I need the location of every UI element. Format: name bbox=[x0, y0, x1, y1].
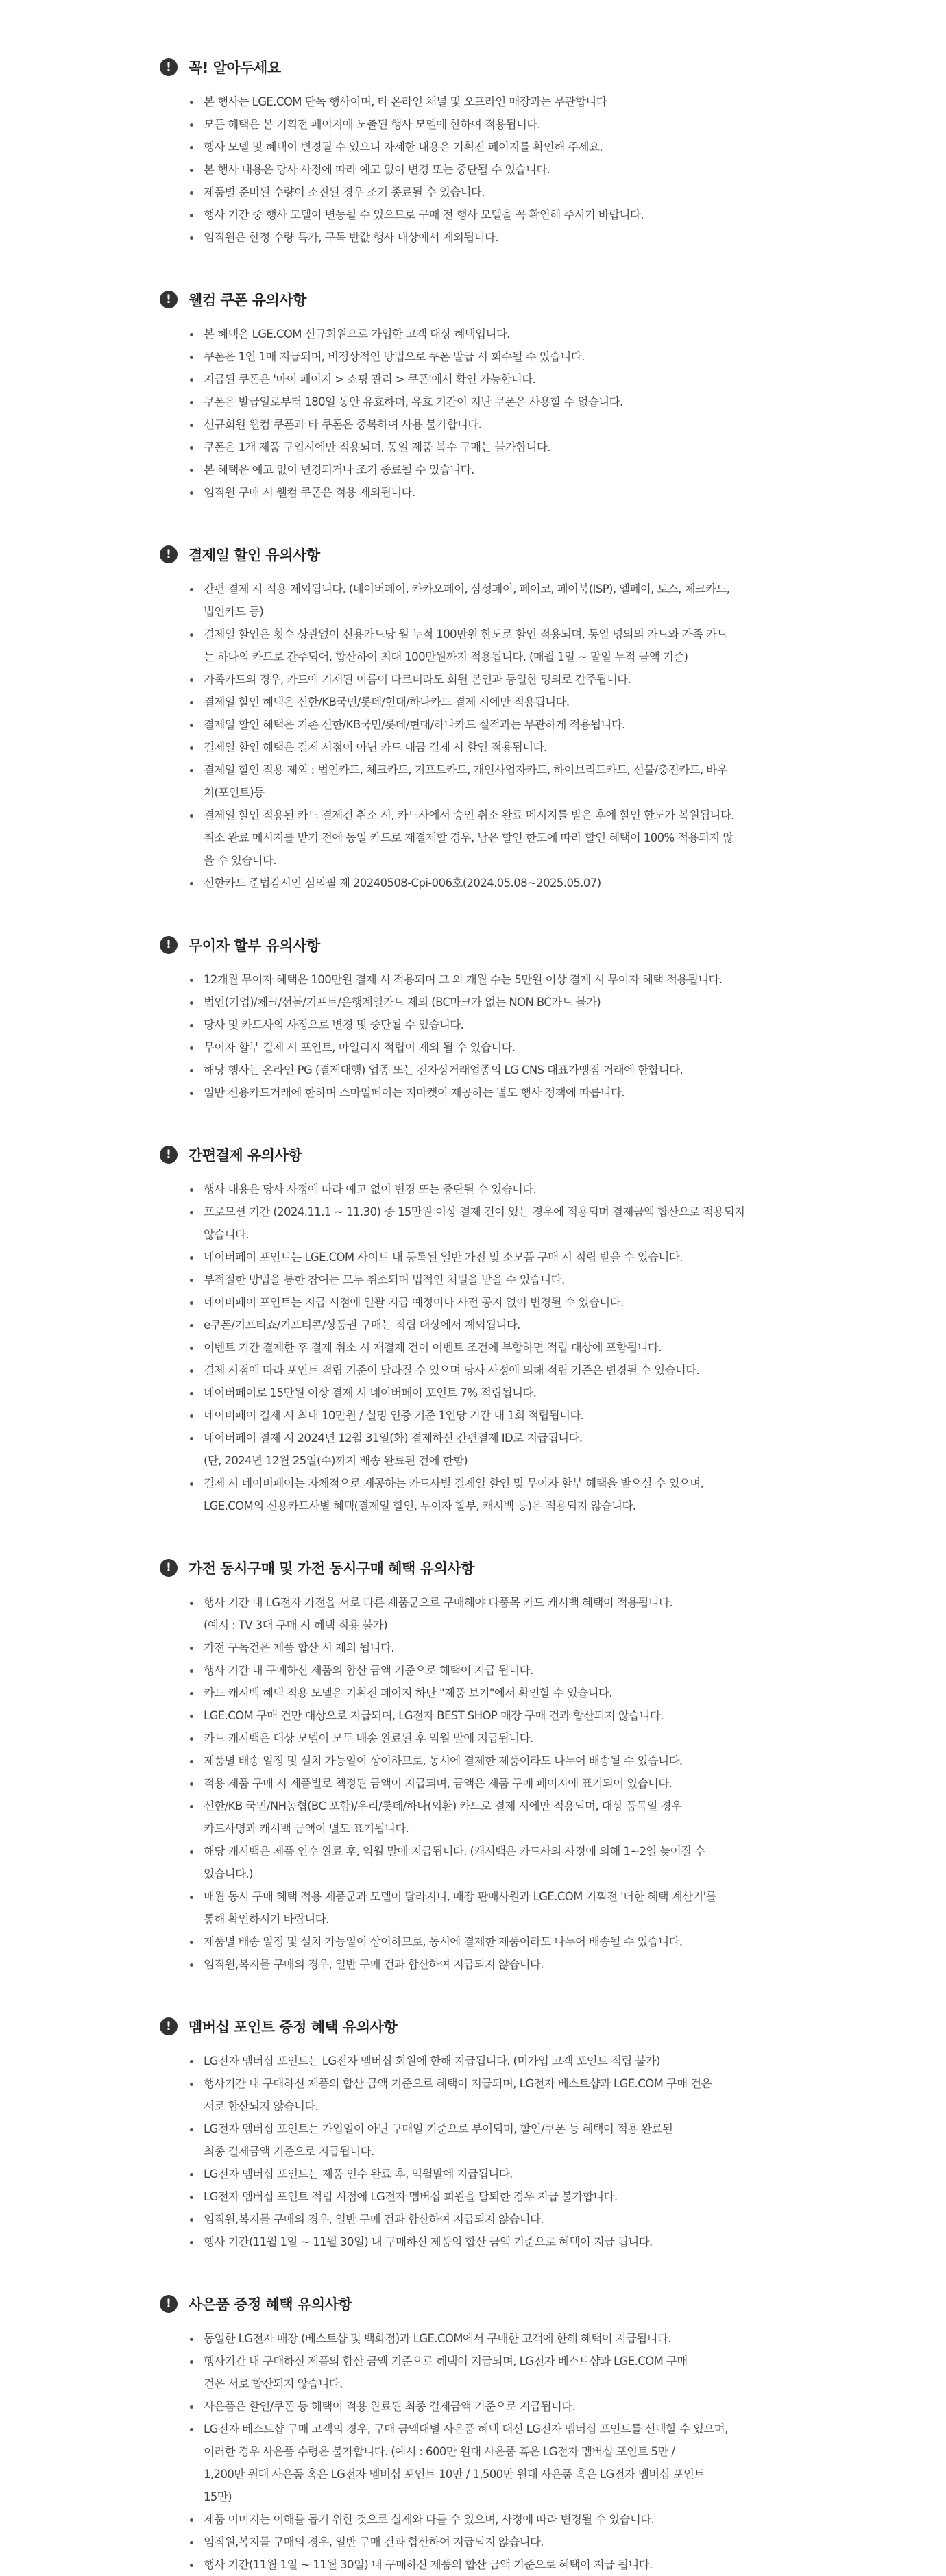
notice-section bbox=[160, 2292, 946, 2576]
list-item-text: 결제일 할인 혜택은 신한/KB국민/롯데/현대/하나카드 결제 시에만 적용됩니다. bbox=[204, 696, 570, 709]
list-item-text: 통해 확인하시기 바랍니다. bbox=[204, 1913, 329, 1926]
list-item bbox=[187, 1081, 811, 1104]
info-icon: ! bbox=[160, 1559, 178, 1577]
list-item bbox=[187, 1840, 811, 1885]
section-header bbox=[160, 55, 946, 79]
notice-list bbox=[160, 968, 811, 1104]
list-item-text: 적용 제품 구매 시 제품별로 책정된 금액이 지급되며, 금액은 제품 구매 페이지에 표기되어 있습니다. bbox=[204, 1777, 672, 1790]
list-item-text: 법인카드 등) bbox=[204, 605, 264, 618]
list-item bbox=[187, 2418, 811, 2508]
list-item-text: LG전자 멤버십 포인트는 제품 인수 완료 후, 익월말에 지급됩니다. bbox=[204, 2168, 513, 2181]
list-item bbox=[187, 623, 811, 668]
notice-list bbox=[160, 1178, 811, 1517]
list-item-text: 네이버페이 포인트는 LGE.COM 사이트 내 등록된 일반 가전 및 소모품 구매 시 적립 받을 수 있습니다. bbox=[204, 1251, 683, 1264]
notice-section bbox=[160, 1142, 946, 1517]
list-item-text: 결제 시 네이버페이는 자체적으로 제공하는 카드사별 결제일 할인 및 무이자 할부 혜택을 받으실 수 있으며, bbox=[204, 1477, 704, 1490]
list-item bbox=[187, 2072, 811, 2118]
list-item-text: 모든 혜택은 본 기획전 페이지에 노출된 행사 모델에 한하여 적용됩니다. bbox=[204, 118, 541, 131]
list-item-text: 건은 서로 합산되지 않습니다. bbox=[204, 2377, 343, 2390]
list-item-text: 부적절한 방법을 통한 참여는 모두 취소되며 법적인 처벌을 받을 수 있습니다. bbox=[204, 1273, 565, 1286]
list-item-text: 가전 구독건은 제품 합산 시 제외 됩니다. bbox=[204, 1641, 394, 1654]
list-item-text: 1,200만 원대 사은품 혹은 LG전자 멤버십 포인트 10만 / 1,500만 원대 사은품 혹은 LG전자 멤버십 포인트 bbox=[204, 2468, 705, 2481]
list-item-text: 을 수 있습니다. bbox=[204, 854, 276, 867]
list-item bbox=[187, 1472, 811, 1517]
section-title: 간편결제 유의사항 bbox=[189, 1147, 302, 1164]
list-item bbox=[187, 1291, 811, 1314]
list-item bbox=[187, 1659, 811, 1682]
list-item bbox=[187, 1930, 811, 1953]
list-item-text: 임직원,복지몰 구매의 경우, 일반 구매 건과 합산하여 지급되지 않습니다. bbox=[204, 2213, 544, 2226]
list-item-text: 처(포인트)등 bbox=[204, 786, 265, 799]
list-item-text: 본 행사는 LGE.COM 단독 행사이며, 타 온라인 채널 및 오프라인 매장과는 무관합니다 bbox=[204, 95, 607, 108]
list-item bbox=[187, 1427, 811, 1472]
list-item bbox=[187, 968, 811, 991]
list-item bbox=[187, 1268, 811, 1291]
list-item bbox=[187, 1382, 811, 1404]
list-item bbox=[187, 458, 811, 481]
list-item bbox=[187, 113, 811, 136]
section-header bbox=[160, 1556, 946, 1580]
list-item bbox=[187, 2185, 811, 2208]
list-item-text: 신한/KB 국민/NH농협(BC 포함)/우리/롯데/하나(외환) 카드로 결제 시에만 적용되며, 대상 품목일 경우 bbox=[204, 1800, 682, 1813]
list-item-text: 본 혜택은 예고 없이 변경되거나 조기 종료될 수 있습니다. bbox=[204, 463, 474, 476]
list-item bbox=[187, 1014, 811, 1036]
info-icon: ! bbox=[160, 2017, 178, 2035]
notice-list bbox=[160, 2327, 811, 2576]
notice-list bbox=[160, 323, 811, 504]
list-item-text: 카드 캐시백은 대상 모델이 모두 배송 완료된 후 익월 말에 지급됩니다. bbox=[204, 1732, 533, 1745]
list-item bbox=[187, 436, 811, 458]
section-title: 결제일 할인 유의사항 bbox=[189, 547, 320, 563]
list-item bbox=[187, 391, 811, 413]
list-item-text: 본 혜택은 LGE.COM 신규회원으로 가입한 고객 대상 혜택입니다. bbox=[204, 328, 510, 341]
list-item-text: 임직원은 한정 수량 특가, 구독 반값 행사 대상에서 제외됩니다. bbox=[204, 231, 498, 244]
list-item-text: 이벤트 기간 결제한 후 결제 취소 시 재결제 건이 이벤트 조건에 부합하면 적립 대상에 포함됩니다. bbox=[204, 1341, 662, 1354]
section-title: 멤버십 포인트 증정 혜택 유의사항 bbox=[189, 2019, 398, 2035]
list-item bbox=[187, 368, 811, 391]
list-item bbox=[187, 759, 811, 804]
list-item bbox=[187, 1636, 811, 1659]
list-item-text: 제품 이미지는 이해를 돕기 위한 것으로 실제와 다를 수 있으며, 사정에 따라 변경될 수 있습니다. bbox=[204, 2513, 655, 2526]
list-item bbox=[187, 1036, 811, 1059]
section-header bbox=[160, 2014, 946, 2039]
list-item bbox=[187, 691, 811, 713]
list-item-text: 네이버페이로 15만원 이상 결제 시 네이버페이 포인트 7% 적립됩니다. bbox=[204, 1386, 537, 1399]
list-item-text: (예시 : TV 3대 구매 시 혜택 적용 불가) bbox=[204, 1619, 387, 1632]
list-item-text: 취소 완료 메시지를 받기 전에 동일 카드로 재결제할 경우, 남은 할인 한도에 따라 할인 혜택이 100% 적용되지 않 bbox=[204, 831, 733, 844]
list-item bbox=[187, 181, 811, 204]
list-item-text: 네이버페이 결제 시 최대 10만원 / 실명 인증 기준 1인당 기간 내 1회 적립됩니다. bbox=[204, 1409, 584, 1422]
list-item bbox=[187, 804, 811, 872]
list-item-text: 매월 동시 구매 혜택 적용 제품군과 모델이 달라지니, 매장 판매사원과 LGE.COM 기획전 '더한 혜택 계산기'를 bbox=[204, 1890, 716, 1903]
notice-section bbox=[160, 542, 946, 894]
list-item bbox=[187, 1682, 811, 1704]
list-item bbox=[187, 2327, 811, 2350]
list-item-text: 임직원,복지몰 구매의 경우, 일반 구매 건과 합산하여 지급되지 않습니다. bbox=[204, 2536, 544, 2549]
list-item-text: 결제 시점에 따라 포인트 적립 기준이 달라질 수 있으며 당사 사정에 의해 적립 기준은 변경될 수 있습니다. bbox=[204, 1364, 700, 1377]
section-header bbox=[160, 1142, 946, 1167]
list-item-text: 지급된 쿠폰은 '마이 페이지 > 쇼핑 관리 > 쿠폰'에서 확인 가능합니다. bbox=[204, 373, 536, 386]
list-item bbox=[187, 1795, 811, 1840]
list-item bbox=[187, 2050, 811, 2072]
list-item-text: 결제일 할인 혜택은 기존 신한/KB국민/롯데/현대/하나카드 실적과는 무관하게 적용됩니다. bbox=[204, 718, 625, 731]
list-item-text: 무이자 할부 결제 시 포인트, 마일리지 적립이 제외 될 수 있습니다. bbox=[204, 1041, 516, 1054]
notice-section bbox=[160, 2014, 946, 2253]
list-item-text: 행사기간 내 구매하신 제품의 합산 금액 기준으로 혜택이 지급되며, LG전자 베스트샵과 LGE.COM 구매 건은 bbox=[204, 2077, 712, 2090]
list-item-text: LGE.COM 구매 건만 대상으로 지급되며, LG전자 BEST SHOP 매장 구매 건과 합산되지 않습니다. bbox=[204, 1709, 664, 1722]
info-icon: ! bbox=[160, 545, 178, 563]
list-item-text: 결제일 할인 적용된 카드 결제건 취소 시, 카드사에서 승인 취소 완료 메시지를 받은 후에 할인 한도가 복원됩니다. bbox=[204, 809, 734, 822]
info-icon: ! bbox=[160, 291, 178, 308]
list-item bbox=[187, 991, 811, 1014]
list-item-text: 행사 기간 내 구매하신 제품의 합산 금액 기준으로 혜택이 지급 됩니다. bbox=[204, 1664, 533, 1677]
list-item bbox=[187, 713, 811, 736]
list-item-text: 결제일 할인 적용 제외 : 법인카드, 체크카드, 기프트카드, 개인사업자카드, 하이브리드카드, 선불/충전카드, 바우 bbox=[204, 763, 727, 776]
list-item bbox=[187, 872, 811, 894]
list-item-text: 신한카드 준법감시인 심의필 제 20240508-Cpi-006호(2024.05.08~2025.05.07) bbox=[204, 876, 601, 890]
list-item-text: 이러한 경우 사은품 수령은 불가합니다. (예시 : 600만 원대 사은품 혹은 LG전자 멤버십 포인트 5만 / bbox=[204, 2445, 675, 2458]
notice-list bbox=[160, 2050, 811, 2253]
list-item bbox=[187, 1404, 811, 1427]
list-item bbox=[187, 668, 811, 691]
notice-section bbox=[160, 287, 946, 504]
list-item bbox=[187, 1201, 811, 1246]
list-item-text: 행사기간 내 구매하신 제품의 합산 금액 기준으로 혜택이 지급되며, LG전자 베스트샵과 LGE.COM 구매 bbox=[204, 2355, 688, 2368]
list-item-text: 최종 결제금액 기준으로 지급됩니다. bbox=[204, 2145, 374, 2158]
list-item-text: 12개월 무이자 혜택은 100만원 결제 시 적용되며 그 외 개월 수는 5만원 이상 결제 시 무이자 혜택 적용됩니다. bbox=[204, 973, 723, 986]
list-item-text: 동일한 LG전자 매장 (베스트샵 및 백화점)과 LGE.COM에서 구매한 고객에 한해 혜택이 지급됩니다. bbox=[204, 2332, 671, 2345]
list-item bbox=[187, 736, 811, 759]
list-item bbox=[187, 1359, 811, 1382]
list-item bbox=[187, 1178, 811, 1201]
list-item-text: LG전자 멤버십 포인트 적립 시점에 LG전자 멤버십 회원을 탈퇴한 경우 지급 불가합니다. bbox=[204, 2190, 618, 2203]
section-header bbox=[160, 542, 946, 567]
list-item-text: e쿠폰/기프티쇼/기프티콘/상품권 구매는 적립 대상에서 제외됩니다. bbox=[204, 1318, 520, 1332]
list-item bbox=[187, 2508, 811, 2531]
notice-section bbox=[160, 933, 946, 1104]
list-item bbox=[187, 1314, 811, 1336]
list-item bbox=[187, 158, 811, 181]
section-header bbox=[160, 2292, 946, 2316]
list-item bbox=[187, 1246, 811, 1268]
info-icon: ! bbox=[160, 2295, 178, 2313]
list-item-text: 행사 기간 내 LG전자 가전을 서로 다른 제품군으로 구매해야 다품목 카드 캐시백 혜택이 적용됩니다. bbox=[204, 1596, 673, 1609]
section-title: 사은품 증정 혜택 유의사항 bbox=[189, 2296, 352, 2313]
list-item bbox=[187, 90, 811, 113]
list-item-text: LG전자 멤버십 포인트는 가입일이 아닌 구매일 기준으로 부여되며, 할인/쿠폰 등 혜택이 적용 완료된 bbox=[204, 2122, 673, 2135]
section-header bbox=[160, 933, 946, 957]
section-title: 웰컴 쿠폰 유의사항 bbox=[189, 292, 306, 308]
list-item-text: (단, 2024년 12월 25일(수)까지 배송 완료된 건에 한함) bbox=[204, 1454, 468, 1467]
list-item-text: 행사 모델 및 혜택이 변경될 수 있으니 자세한 내용은 기획전 페이지를 확인해 주세요. bbox=[204, 140, 603, 154]
list-item-text: LGE.COM의 신용카드사별 혜택(결제일 할인, 무이자 할부, 캐시백 등)은 적용되지 않습니다. bbox=[204, 1499, 636, 1512]
section-title: 꼭! 알아두세요 bbox=[189, 60, 281, 76]
list-item-text: 행사 기간 중 행사 모델이 변동될 수 있으므로 구매 전 행사 모델을 꼭 확인해 주시기 바랍니다. bbox=[204, 208, 644, 221]
list-item bbox=[187, 2208, 811, 2231]
list-item-text: 임직원,복지몰 구매의 경우, 일반 구매 건과 합산하여 지급되지 않습니다. bbox=[204, 1958, 544, 1971]
section-header bbox=[160, 287, 946, 312]
list-item bbox=[187, 2531, 811, 2553]
list-item-text: 가족카드의 경우, 카드에 기재된 이름이 다르더라도 회원 본인과 동일한 명의로 간주됩니다. bbox=[204, 673, 631, 686]
list-item-text: 쿠폰은 발급일로부터 180일 동안 유효하며, 유효 기간이 지난 쿠폰은 사용할 수 없습니다. bbox=[204, 395, 623, 408]
list-item-text: 제품별 배송 일정 및 설치 가능일이 상이하므로, 동시에 결제한 제품이라도 나누어 배송될 수 있습니다. bbox=[204, 1935, 683, 1948]
list-item-text: 제품별 배송 일정 및 설치 가능일이 상이하므로, 동시에 결제한 제품이라도 나누어 배송될 수 있습니다. bbox=[204, 1754, 683, 1767]
list-item-text: 15만) bbox=[204, 2490, 232, 2503]
list-item-text: 서로 합산되지 않습니다. bbox=[204, 2100, 319, 2113]
list-item-text: 행사 내용은 당사 사정에 따라 예고 없이 변경 또는 중단될 수 있습니다. bbox=[204, 1183, 537, 1196]
list-item bbox=[187, 226, 811, 249]
list-item-text: 사은품은 할인/쿠폰 등 혜택이 적용 완료된 최종 결제금액 기준으로 지급됩니다. bbox=[204, 2400, 576, 2413]
notice-section bbox=[160, 55, 946, 249]
list-item bbox=[187, 578, 811, 623]
list-item bbox=[187, 413, 811, 436]
info-icon: ! bbox=[160, 936, 178, 954]
list-item-text: 프로모션 기간 (2024.11.1 ~ 11.30) 중 15만원 이상 결제 건이 있는 경우에 적용되며 결제금액 합산으로 적용되지 bbox=[204, 1205, 745, 1218]
list-item-text: 신규회원 웰컴 쿠폰과 타 쿠폰은 중복하여 사용 불가합니다. bbox=[204, 418, 482, 431]
list-item-text: 간편 결제 시 적용 제외됩니다. (네이버페이, 카카오페이, 삼성페이, 페이코, 페이북(ISP), 엘페이, 토스, 체크카드, bbox=[204, 582, 730, 596]
list-item-text: 당사 및 카드사의 사정으로 변경 및 중단될 수 있습니다. bbox=[204, 1018, 464, 1031]
list-item bbox=[187, 323, 811, 345]
list-item-text: 해당 행사는 온라인 PG (결제대행) 업종 또는 전자상거래업종의 LG CNS 대표가맹점 거래에 한합니다. bbox=[204, 1064, 683, 1077]
notice-list bbox=[160, 1591, 811, 1976]
list-item bbox=[187, 204, 811, 226]
list-item bbox=[187, 1953, 811, 1976]
list-item bbox=[187, 1704, 811, 1727]
list-item bbox=[187, 2118, 811, 2163]
list-item bbox=[187, 2231, 811, 2253]
list-item-text: 네이버페이 결제 시 2024년 12월 31일(화) 결제하신 간편결제 ID로 지급됩니다. bbox=[204, 1432, 583, 1445]
list-item bbox=[187, 2553, 811, 2576]
notice-list bbox=[160, 578, 811, 894]
list-item-text: 네이버페이 포인트는 지급 시점에 일괄 지급 예정이나 사전 공지 없이 변경될 수 있습니다. bbox=[204, 1296, 624, 1309]
list-item bbox=[187, 1772, 811, 1795]
list-item bbox=[187, 2163, 811, 2185]
notice-list bbox=[160, 90, 811, 249]
list-item-text: 일반 신용카드거래에 한하며 스마일페이는 지마켓이 제공하는 별도 행사 정책에 따릅니다. bbox=[204, 1086, 624, 1099]
list-item-text: 법인(기업)/체크/선불/기프트/은행계열카드 제외 (BC마크가 없는 NON BC카드 불가) bbox=[204, 996, 601, 1009]
list-item-text: LG전자 베스트샵 구매 고객의 경우, 구매 금액대별 사은품 혜택 대신 LG전자 멤버십 포인트를 선택할 수 있으며, bbox=[204, 2422, 728, 2436]
list-item-text: 행사 기간(11월 1일 ~ 11월 30일) 내 구매하신 제품의 합산 금액 기준으로 혜택이 지급 됩니다. bbox=[204, 2558, 653, 2571]
notice-section bbox=[160, 1556, 946, 1976]
list-item-text: 쿠폰은 1개 제품 구입시에만 적용되며, 동일 제품 복수 구매는 불가합니다. bbox=[204, 441, 550, 454]
list-item-text: LG전자 멤버십 포인트는 LG전자 멤버십 회원에 한해 지급됩니다. (미가입 고객 포인트 적립 불가) bbox=[204, 2054, 660, 2068]
list-item-text: 결제일 할인은 횟수 상관없이 신용카드당 월 누적 100만원 한도로 할인 적용되며, 동일 명의의 카드와 가족 카드 bbox=[204, 628, 727, 641]
info-icon: ! bbox=[160, 1146, 178, 1164]
list-item bbox=[187, 1059, 811, 1081]
list-item-text: 않습니다. bbox=[204, 1228, 250, 1241]
list-item bbox=[187, 481, 811, 504]
list-item-text: 는 하나의 카드로 간주되어, 합산하여 최대 100만원까지 적용됩니다. (매월 1일 ~ 말일 누적 금액 기준) bbox=[204, 650, 688, 663]
section-title: 가전 동시구매 및 가전 동시구매 혜택 유의사항 bbox=[189, 1560, 474, 1577]
list-item bbox=[187, 2395, 811, 2418]
list-item bbox=[187, 1750, 811, 1772]
list-item-text: 있습니다.) bbox=[204, 1867, 253, 1880]
section-title: 무이자 할부 유의사항 bbox=[189, 937, 320, 954]
list-item-text: 본 행사 내용은 당사 사정에 따라 예고 없이 변경 또는 중단될 수 있습니다. bbox=[204, 163, 550, 176]
list-item bbox=[187, 1727, 811, 1750]
list-item-text: 카드 캐시백 혜택 적용 모델은 기획전 페이지 하단 "제품 보기"에서 확인할 수 있습니다. bbox=[204, 1686, 612, 1700]
list-item-text: 결제일 할인 혜택은 결제 시점이 아닌 카드 대금 결제 시 할인 적용됩니다. bbox=[204, 741, 547, 754]
info-icon: ! bbox=[160, 58, 178, 76]
list-item-text: 제품별 준비된 수량이 소진된 경우 조기 종료될 수 있습니다. bbox=[204, 186, 485, 199]
list-item bbox=[187, 1885, 811, 1930]
list-item-text: 카드사명과 캐시백 금액이 별도 표기됩니다. bbox=[204, 1822, 409, 1835]
list-item bbox=[187, 1591, 811, 1636]
list-item bbox=[187, 1336, 811, 1359]
list-item bbox=[187, 136, 811, 158]
list-item-text: 행사 기간(11월 1일 ~ 11월 30일) 내 구매하신 제품의 합산 금액 기준으로 혜택이 지급 됩니다. bbox=[204, 2235, 653, 2248]
list-item-text: 임직원 구매 시 웰컴 쿠폰은 적용 제외됩니다. bbox=[204, 486, 415, 499]
list-item bbox=[187, 2350, 811, 2395]
list-item bbox=[187, 345, 811, 368]
list-item-text: 쿠폰은 1인 1매 지급되며, 비정상적인 방법으로 쿠폰 발급 시 회수될 수 있습니다. bbox=[204, 350, 585, 363]
list-item-text: 해당 캐시백은 제품 인수 완료 후, 익월 말에 지급됩니다. (캐시백은 카드사의 사정에 의해 1~2일 늦어질 수 bbox=[204, 1845, 705, 1858]
